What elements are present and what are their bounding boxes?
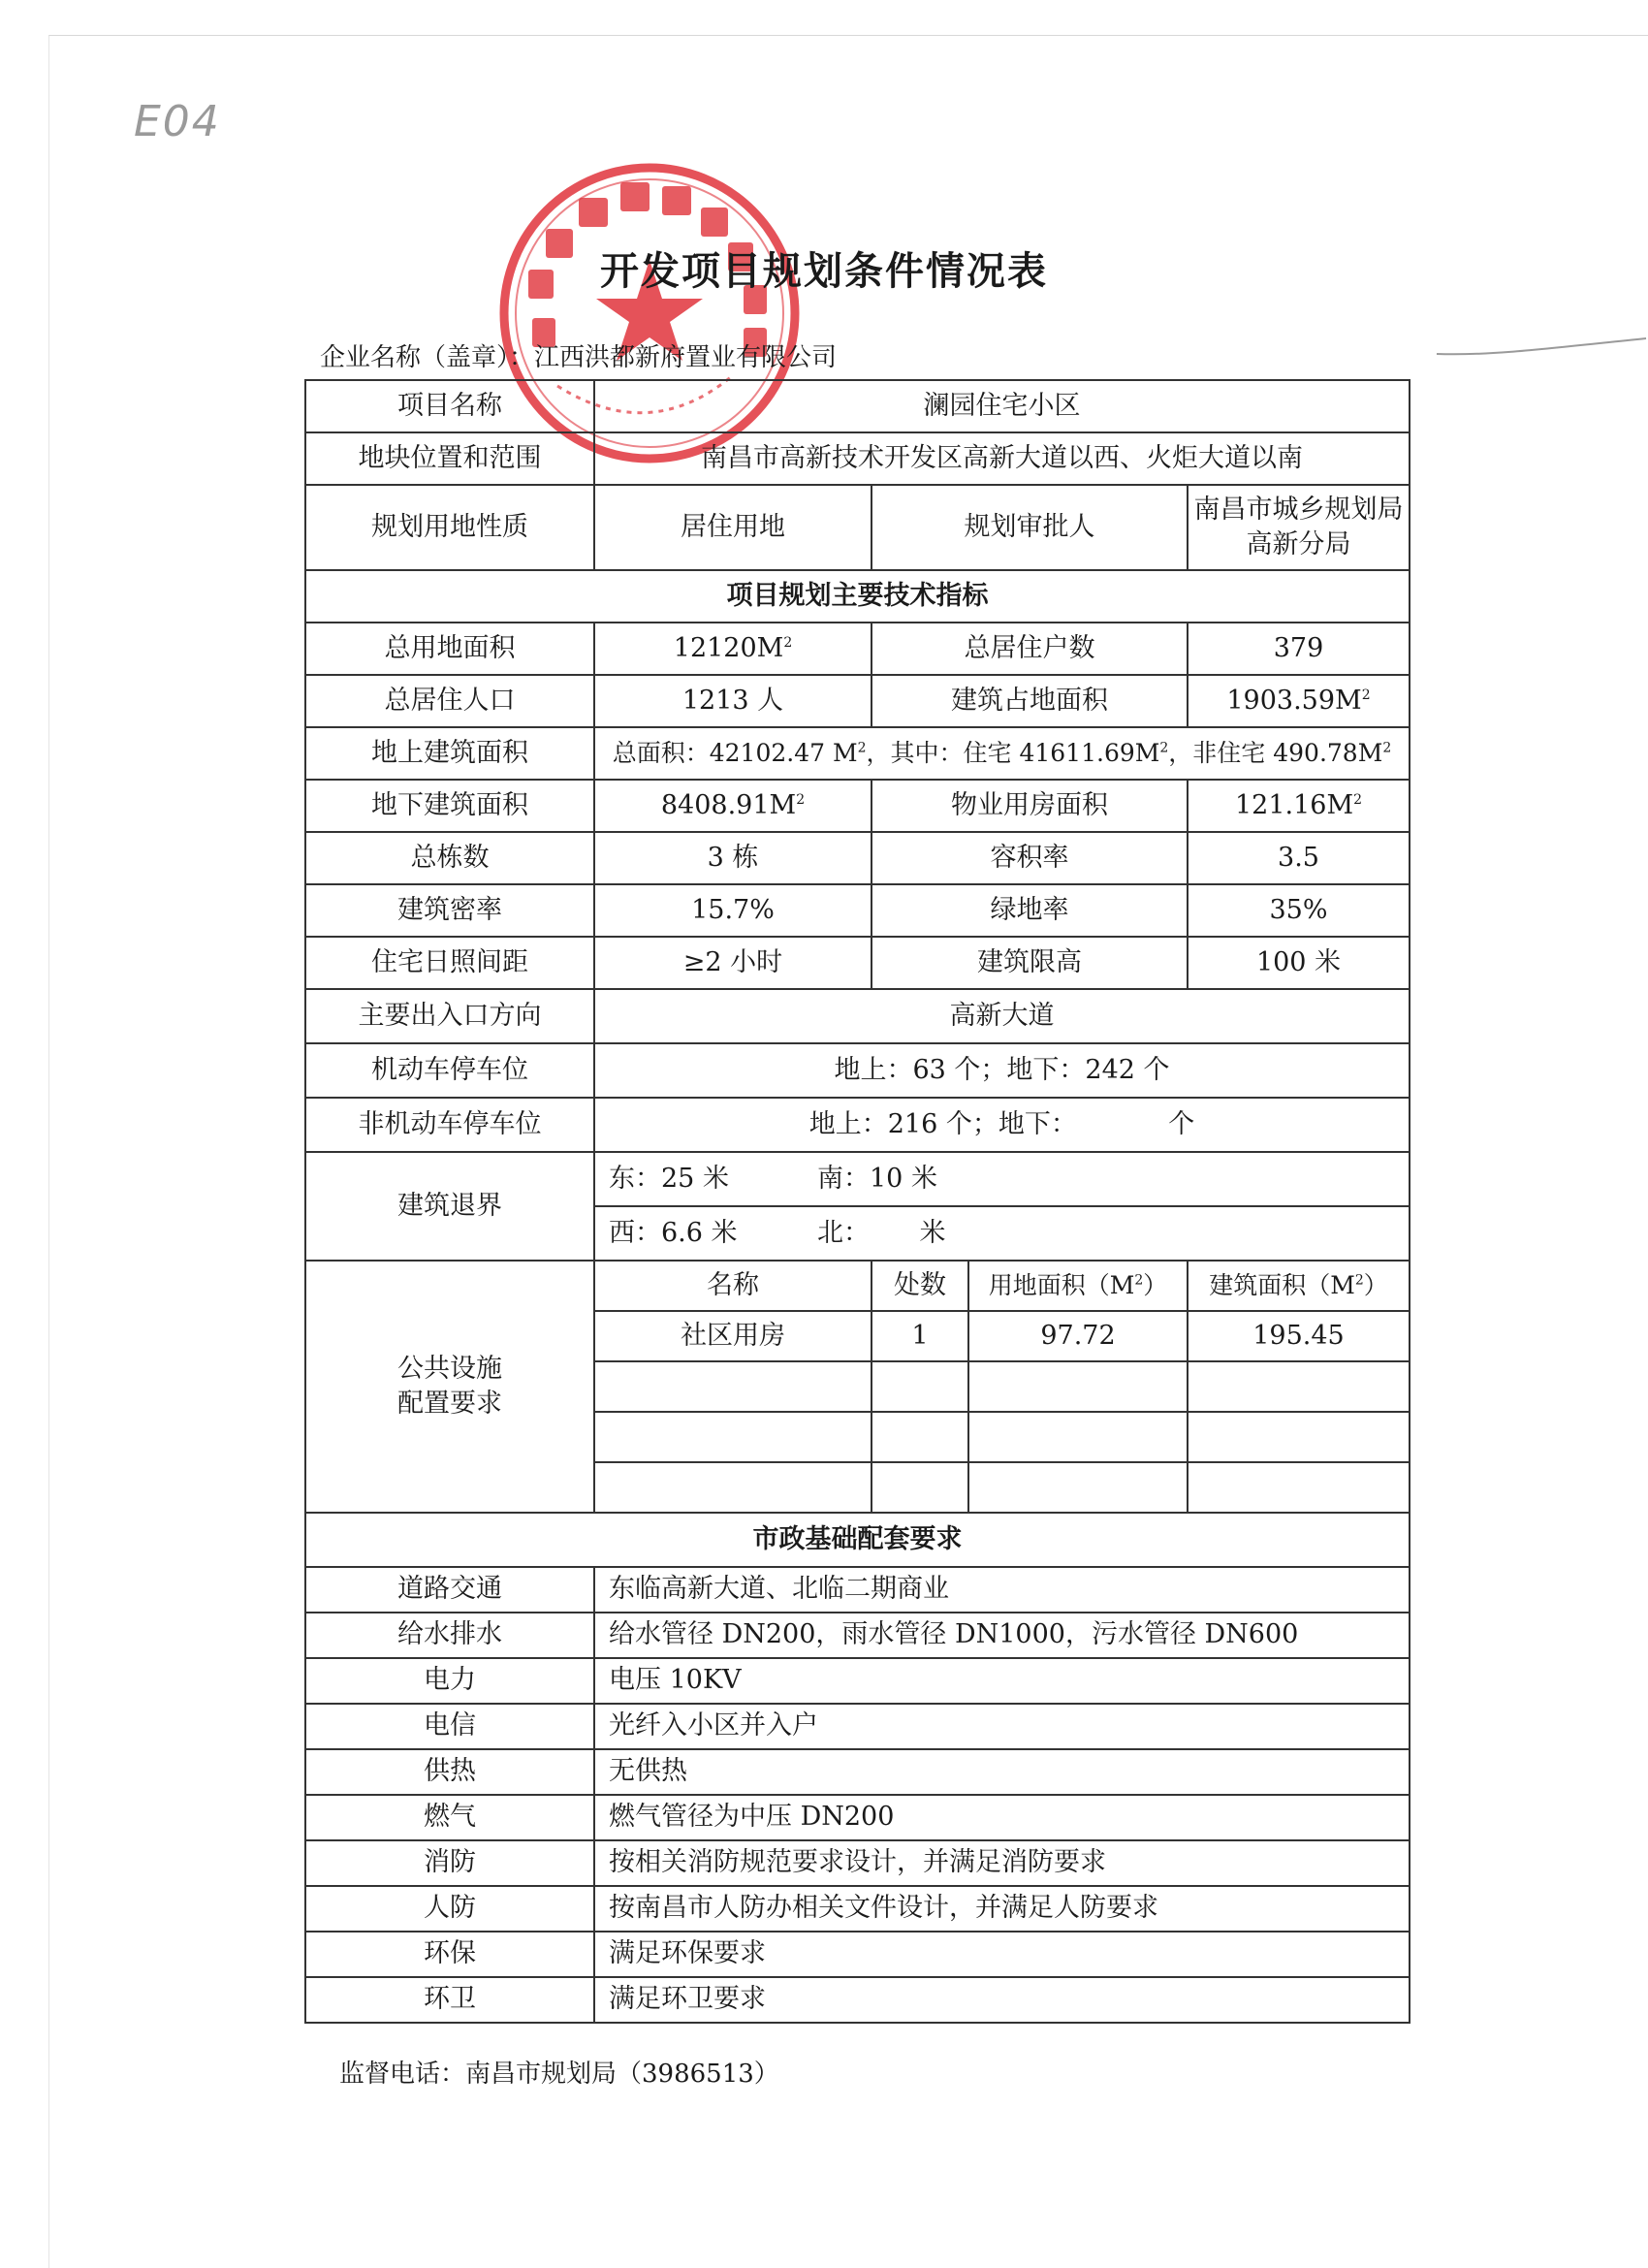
muni-label: 燃气 [305, 1795, 594, 1840]
entrance-value: 高新大道 [594, 989, 1410, 1043]
setback-east: 东：25 米 [609, 1163, 729, 1194]
approver-value: 南昌市城乡规划局高新分局 [1188, 485, 1410, 570]
height-limit-value: 100 米 [1188, 937, 1410, 989]
muni-value: 光纤入小区并入户 [594, 1704, 1410, 1749]
planning-conditions-table [304, 379, 1410, 2024]
empty-cell [968, 1361, 1188, 1412]
empty-cell [872, 1462, 968, 1513]
muni-label: 电力 [305, 1658, 594, 1704]
document-title: 开发项目规划条件情况表 [600, 249, 1048, 294]
public-header-name: 名称 [594, 1261, 872, 1311]
empty-cell [968, 1412, 1188, 1462]
public-row-name: 社区用房 [594, 1311, 872, 1361]
public-row-building-area: 195.45 [1188, 1311, 1410, 1361]
entrance-label: 主要出入口方向 [305, 989, 594, 1043]
buildings-label: 总栋数 [305, 832, 594, 884]
project-name-label: 项目名称 [305, 380, 594, 432]
property-label: 物业用房面积 [872, 780, 1188, 832]
muni-label: 道路交通 [305, 1567, 594, 1613]
company-name-line: 企业名称（盖章）：江西洪都新府置业有限公司 [320, 343, 838, 372]
population-value: 1213 人 [594, 675, 872, 727]
public-row-land-area: 97.72 [968, 1311, 1188, 1361]
approver-label: 规划审批人 [872, 485, 1188, 570]
muni-value: 按相关消防规范要求设计，并满足消防要求 [594, 1840, 1410, 1886]
muni-value: 无供热 [594, 1749, 1410, 1795]
public-header-land-area: 用地面积$(M^2)$ [968, 1261, 1188, 1311]
below-ground-value: $8408.91M^2$ [594, 780, 872, 832]
above-ground-value: 总面积：42102.47 $M^2$，其中：住宅 $41611.69M^2$，非住宅 $490.78M^2$ [594, 727, 1410, 780]
sunlight-value: ≥2 小时 [594, 937, 872, 989]
muni-label: 电信 [305, 1704, 594, 1749]
section-muni-header: 市政基础配套要求 [305, 1513, 1410, 1567]
empty-cell [872, 1361, 968, 1412]
footprint-label: 建筑占地面积 [872, 675, 1188, 727]
muni-value: 燃气管径为中压 DN200 [594, 1795, 1410, 1840]
above-ground-label: 地上建筑面积 [305, 727, 594, 780]
muni-value: 东临高新大道、北临二期商业 [594, 1567, 1410, 1613]
project-name-value: 澜园住宅小区 [594, 380, 1410, 432]
setback-west: 西：6.6 米 [609, 1217, 738, 1248]
property-value: $121.16M^2$ [1188, 780, 1410, 832]
empty-cell [1188, 1462, 1410, 1513]
far-value: 3.5 [1188, 832, 1410, 884]
green-label: 绿地率 [872, 884, 1188, 937]
muni-value: 满足环卫要求 [594, 1977, 1410, 2023]
setback-south: 南：10 米 [817, 1163, 937, 1194]
public-header-count: 处数 [872, 1261, 968, 1311]
setback-row-1 [594, 1152, 1410, 1206]
far-label: 容积率 [872, 832, 1188, 884]
muni-value: 满足环保要求 [594, 1932, 1410, 1977]
empty-cell [872, 1412, 968, 1462]
height-limit-label: 建筑限高 [872, 937, 1188, 989]
muni-label: 给水排水 [305, 1613, 594, 1658]
muni-value: 按南昌市人防办相关文件设计，并满足人防要求 [594, 1886, 1410, 1932]
empty-cell [1188, 1361, 1410, 1412]
motor-parking-value: 地上：63 个；地下：242 个 [594, 1043, 1410, 1098]
buildings-value: 3 栋 [594, 832, 872, 884]
public-facilities-label: 公共设施 配置要求 [305, 1261, 594, 1513]
land-use-value: 居住用地 [594, 485, 872, 570]
below-ground-label: 地下建筑面积 [305, 780, 594, 832]
muni-label: 人防 [305, 1886, 594, 1932]
total-land-label: 总用地面积 [305, 623, 594, 675]
empty-cell [968, 1462, 1188, 1513]
location-label: 地块位置和范围 [305, 432, 594, 485]
total-land-value: $12120M^2$ [594, 623, 872, 675]
handwritten-doc-code: E04 [134, 97, 221, 146]
density-value: 15.7% [594, 884, 872, 937]
nonmotor-parking-value: 地上：216 个；地下： 个 [594, 1098, 1410, 1152]
nonmotor-parking-label: 非机动车停车位 [305, 1098, 594, 1152]
muni-label: 环保 [305, 1932, 594, 1977]
supervision-phone: 监督电话：南昌市规划局（3986513） [339, 2060, 779, 2089]
muni-label: 供热 [305, 1749, 594, 1795]
setback-row-2 [594, 1206, 1410, 1261]
empty-cell [594, 1412, 872, 1462]
empty-cell [594, 1462, 872, 1513]
public-row-count: 1 [872, 1311, 968, 1361]
empty-cell [594, 1361, 872, 1412]
households-label: 总居住户数 [872, 623, 1188, 675]
motor-parking-label: 机动车停车位 [305, 1043, 594, 1098]
muni-value: 给水管径 DN200，雨水管径 DN1000，污水管径 DN600 [594, 1613, 1410, 1658]
land-use-label: 规划用地性质 [305, 485, 594, 570]
muni-label: 消防 [305, 1840, 594, 1886]
setback-north: 北： 米 [817, 1217, 946, 1248]
density-label: 建筑密率 [305, 884, 594, 937]
setback-label: 建筑退界 [305, 1152, 594, 1261]
public-header-building-area: 建筑面积$(M^2)$ [1188, 1261, 1410, 1311]
location-value: 南昌市高新技术开发区高新大道以西、火炬大道以南 [594, 432, 1410, 485]
section-tech-header: 项目规划主要技术指标 [305, 570, 1410, 623]
households-value: 379 [1188, 623, 1410, 675]
muni-label: 环卫 [305, 1977, 594, 2023]
population-label: 总居住人口 [305, 675, 594, 727]
sunlight-label: 住宅日照间距 [305, 937, 594, 989]
empty-cell [1188, 1412, 1410, 1462]
muni-value: 电压 10KV [594, 1658, 1410, 1704]
footprint-value: $1903.59M^2$ [1188, 675, 1410, 727]
pen-stroke-mark [1435, 335, 1648, 358]
green-value: 35% [1188, 884, 1410, 937]
